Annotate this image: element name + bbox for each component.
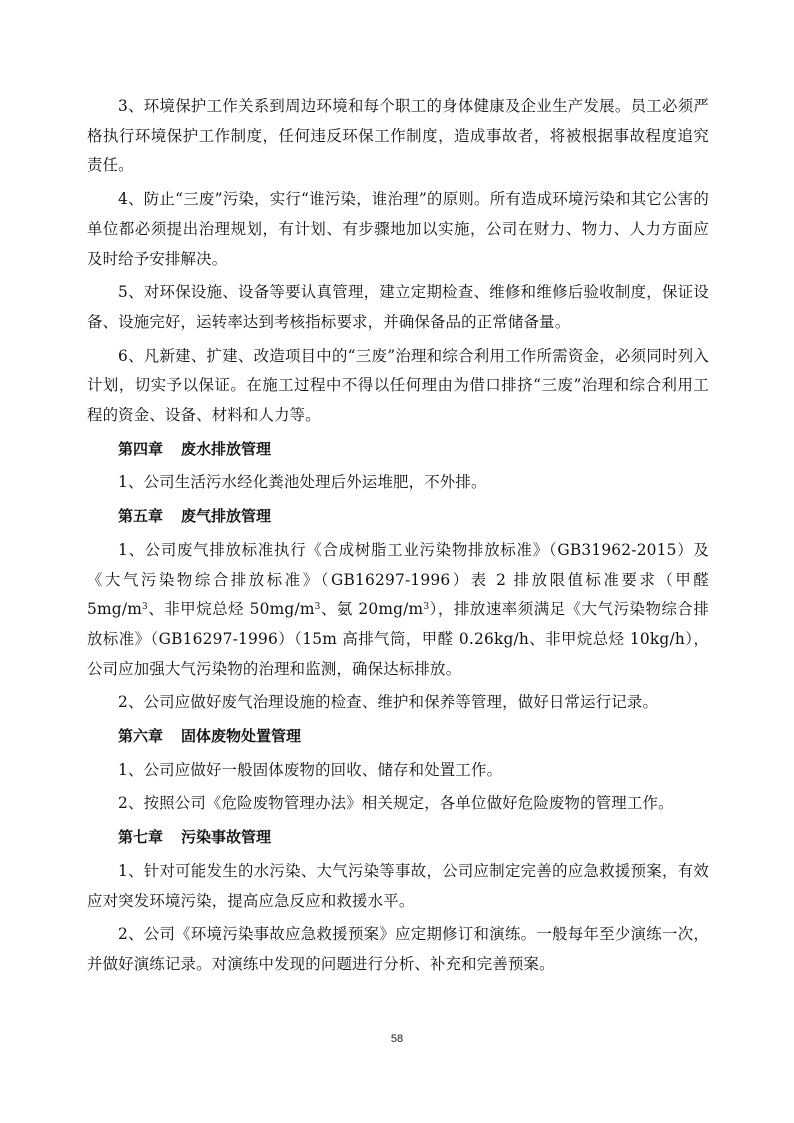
superscript-3: 3: [423, 602, 430, 613]
chapter-5-title: 废气排放管理: [181, 507, 272, 526]
ch5-p1-part-b: 、非甲烷总烃 50mg/m: [147, 600, 315, 619]
paragraph-4: 4、防止“三废”污染，实行“谁污染，谁治理”的原则。所有造成环境污染和其它公害的单位都必须提出治理规划，有计划、有步骤地加以实施，公司在财力、物力、人力方面应及时给予安排解决。: [87, 190, 709, 268]
chapter-6-paragraph-1: 1、公司应做好一般固体废物的回收、储存和处置工作。: [118, 760, 503, 779]
chapter-6-title: 固体废物处置管理: [181, 727, 302, 746]
superscript-3: 3: [142, 602, 148, 613]
chapter-5-number: 第五章: [118, 507, 164, 526]
paragraph-5: 5、对环保设施、设备等要认真管理，建立定期检查、维修和维修后验收制度，保证设备、设施完好，运转率达到考核指标要求，并确保备品的正常储备量。: [87, 283, 709, 331]
chapter-4-heading: [87, 435, 709, 465]
chapter-7-paragraph-2: 2、公司《环境污染事故应急救援预案》应定期修订和演练。一般每年至少演练一次，并做好演练记录。对演练中发现的问题进行分析、补充和完善预案。: [87, 925, 709, 973]
chapter-5-paragraph-1: [87, 536, 709, 685]
chapter-6-heading: [87, 722, 709, 752]
chapter-4-paragraph-1: 1、公司生活污水经化粪池处理后外运堆肥，不外排。: [118, 473, 487, 492]
chapter-5-heading: [87, 502, 709, 532]
chapter-6-number: 第六章: [118, 727, 164, 746]
page-body: [87, 92, 709, 984]
paragraph-6: 6、凡新建、扩建、改造项目中的“三废”治理和综合利用工作所需资金，必须同时列入计划，切实予以保证。在施工过程中不得以任何理由为借口排挤“三废”治理和综合利用工程的资金、设备、材料和人力等。: [87, 346, 709, 425]
ch5-p1-part-a: 1、公司废气排放标准执行《合成树脂工业污染物排放标准》（GB31962-2015）及《大气污染物综合排放标准》（GB16297-1996）表 2 排放限值标准要求（甲醛 5mg/m: [87, 540, 709, 619]
chapter-7-heading: [87, 823, 709, 853]
chapter-7-paragraph-1: 1、针对可能发生的水污染、大气污染等事故，公司应制定完善的应急救援预案，有效应对突发环境污染，提高应急反应和救援水平。: [87, 861, 709, 910]
page-number: 58: [390, 1033, 404, 1045]
ch5-p1-part-d: ），排放速率须满足《大气污染物综合排放标准》（GB16297-1996）（15m 高排气筒，甲醛 0.26kg/h、非甲烷总烃 10kg/h），公司应加强大气污染物的治理和监测，确保达标排放。: [87, 600, 709, 678]
chapter-7-title: 污染事故管理: [181, 828, 272, 847]
chapter-4-number: 第四章: [118, 439, 164, 458]
paragraph-3: 3、环境保护工作关系到周边环境和每个职工的身体健康及企业生产发展。员工必须严格执行环境保护工作制度，任何违反环保工作制度，造成事故者，将被根据事故程度追究责任。: [87, 97, 709, 175]
chapter-5-paragraph-2: 2、公司应做好废气治理设施的检查、维护和保养等管理，做好日常运行记录。: [118, 693, 659, 712]
chapter-4-title: 废水排放管理: [181, 439, 272, 458]
ch5-p1-part-c: 、氨 20mg/m: [320, 600, 424, 619]
superscript-3: 3: [314, 602, 321, 613]
chapter-6-paragraph-2: 2、按照公司《危险废物管理办法》相关规定，各单位做好危险废物的管理工作。: [118, 794, 674, 813]
chapter-7-number: 第七章: [118, 828, 164, 847]
